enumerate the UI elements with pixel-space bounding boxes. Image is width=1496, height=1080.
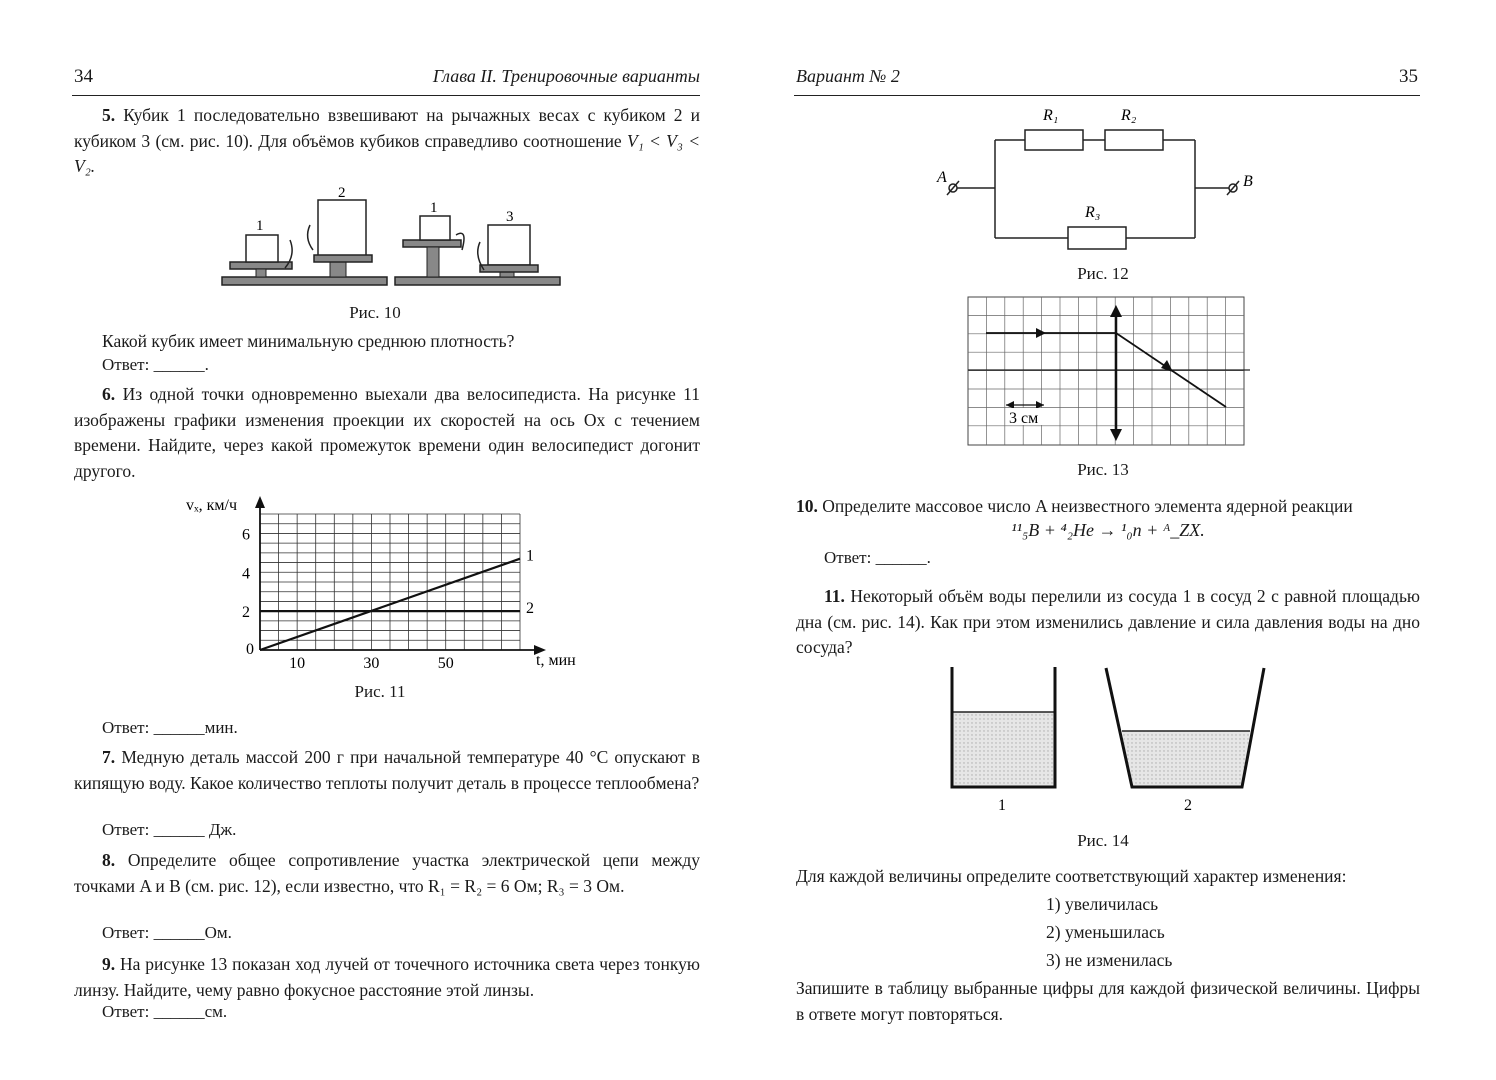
scale-base-2 (395, 277, 560, 285)
scale-arrow-left-icon (1006, 401, 1014, 409)
question-6-answer: Ответ: ______мин. (102, 718, 238, 737)
cube-label-1-a: 1 (256, 218, 264, 234)
resistor-r1 (1025, 130, 1083, 150)
ray-arrow-icon (1036, 328, 1046, 338)
scale-pan-left-1 (230, 262, 292, 269)
cube-label-1-b: 1 (430, 200, 438, 216)
label-r2: R₂ (1121, 107, 1137, 124)
question-11-number: 11. (824, 586, 845, 606)
question-5-question: Какой кубик имеет минимальную среднюю плотность? (102, 331, 515, 351)
scale-arrow-right-icon (1036, 401, 1044, 409)
question-9-number: 9. (102, 954, 116, 974)
question-8 (74, 848, 700, 899)
question-5-number: 5. (102, 105, 116, 125)
y-tick-label: 2 (242, 604, 250, 622)
question-8-answer: Ответ: ______Ом. (102, 923, 232, 942)
x-tick-label: 10 (289, 655, 306, 672)
vessel-label-1: 1 (998, 797, 1006, 814)
option-2: 2) уменьшилась (1046, 922, 1165, 942)
series-label-2: 2 (526, 600, 534, 618)
question-9-answer: Ответ: ______см. (102, 1002, 228, 1021)
question-10-text: Определите массовое число A неизвестного элемента ядерной реакции (822, 496, 1353, 516)
right-page (748, 0, 1496, 1080)
scale-pan-left-2 (403, 240, 461, 247)
y-axis-arrow-icon (255, 496, 265, 508)
question-6-number: 6. (102, 384, 116, 404)
figure-12-circuit (933, 100, 1263, 250)
chapter-header: Глава II. Тренировочные варианты (432, 66, 700, 86)
x-axis-label: t, мин (536, 652, 576, 669)
question-8-number: 8. (102, 850, 116, 870)
label-r1: R₁ (1043, 107, 1059, 124)
page-number-left: 34 (74, 66, 93, 87)
question-6 (74, 382, 700, 484)
figure-13-lens (968, 297, 1250, 447)
origin-label: 0 (246, 641, 254, 658)
figure-11-chart (180, 490, 600, 680)
question-10-reaction: ¹¹₅B + ⁴₂He → ¹₀n + ᴬ_ZX. (1011, 520, 1205, 540)
scale-post-left-1 (256, 269, 266, 277)
cube-1-a (246, 235, 278, 262)
figure-10-scales (210, 180, 590, 300)
scale-label: 3 см (1009, 410, 1039, 427)
header-rule-right (794, 95, 1420, 96)
question-6-text: Из одной точки одновременно выехали два велосипедиста. На рисунке 11 изображены графики изменения проекции их скоростей на ось Ox с течением времени. Найдите, через какой промежуток времени один велосипедист догонит другого. (74, 384, 700, 481)
header-rule-left (72, 95, 700, 96)
scale-base-1 (222, 277, 387, 285)
option-1: 1) увеличилась (1046, 894, 1159, 914)
figure-14-vessels (938, 665, 1278, 815)
question-10 (796, 494, 1420, 520)
question-8-text: Определите общее сопротивление участка электрической цепи между точками A и B (см. рис. 12), если известно, что R₁ = R₂ = 6 Ом; R₃ = 3 Ом. (74, 850, 700, 896)
water-vessel-2 (1122, 731, 1250, 787)
question-11 (796, 584, 1420, 661)
page-number-right: 35 (1399, 66, 1418, 87)
figure-10-caption: Рис. 10 (349, 303, 401, 322)
question-5 (74, 103, 700, 180)
question-7 (74, 745, 700, 796)
question-9 (74, 952, 700, 1003)
cube-2 (318, 200, 366, 260)
chart-grid (260, 514, 520, 650)
question-9-text: На рисунке 13 показан ход лучей от точечного источника света через тонкую линзу. Найдите, чему равно фокусное расстояние этой линзы. (74, 954, 700, 1000)
y-tick-label: 4 (242, 565, 250, 583)
figure-14-caption: Рис. 14 (1077, 831, 1129, 850)
question-7-number: 7. (102, 747, 116, 767)
label-r3: R₃ (1085, 204, 1101, 221)
x-tick-label: 30 (363, 655, 380, 672)
variant-header: Вариант № 2 (796, 66, 900, 86)
arrow-down-icon (308, 225, 313, 250)
y-tick-label: 6 (242, 526, 250, 544)
series-label-1: 1 (526, 547, 534, 565)
question-7-text: Медную деталь массой 200 г при начальной температуре 40 °С опускают в кипящую воду. Какое количество теплоты получит деталь в процессе теплообмена? (74, 747, 701, 793)
question-5-formula: V₁ < V₃ < V₂. (74, 130, 701, 176)
scale-pan-right-2 (480, 265, 538, 272)
label-b: B (1243, 173, 1253, 190)
question-7-answer: Ответ: ______ Дж. (102, 820, 237, 839)
lens-arrow-top-icon (1110, 305, 1122, 317)
cube-label-3: 3 (506, 209, 514, 225)
scale-post-left-2 (427, 247, 439, 277)
option-3: 3) не изменилась (1046, 950, 1173, 970)
resistor-r3 (1068, 227, 1126, 249)
question-10-number: 10. (796, 496, 818, 516)
resistor-r2 (1105, 130, 1163, 150)
cube-label-2: 2 (338, 185, 346, 201)
water-vessel-1 (952, 712, 1055, 787)
cube-3 (488, 225, 530, 265)
question-5-text: Кубик 1 последовательно взвешивают на рычажных весах с кубиком 2 и кубиком 3 (см. рис. 10). Для объёмов кубиков справедливо соотношение (74, 105, 701, 151)
figure-13-caption: Рис. 13 (1077, 460, 1129, 479)
question-11-footer: Запишите в таблицу выбранные цифры для каждой физической величины. Цифры в ответе могут повторяться. (796, 978, 1420, 1024)
cube-1-b (420, 216, 450, 240)
question-11-text: Некоторый объём воды перелили из сосуда 1 в сосуд 2 с равной площадью дна (см. рис. 14). Как при этом изменились давление и сила давления воды на дно сосуда? (796, 586, 1421, 657)
question-10-answer: Ответ: ______. (824, 548, 931, 567)
vessel-label-2: 2 (1184, 797, 1192, 814)
y-axis-label: vₓ, км/ч (186, 497, 238, 514)
label-a: A (937, 169, 947, 186)
question-5-answer: Ответ: ______. (102, 355, 209, 374)
figure-12-caption: Рис. 12 (1077, 264, 1129, 283)
lens-arrow-bottom-icon (1110, 429, 1122, 441)
question-11-instruction: Для каждой величины определите соответствующий характер изменения: (796, 866, 1347, 886)
figure-11-caption: Рис. 11 (354, 682, 406, 701)
scale-pan-right-1 (314, 255, 372, 262)
x-tick-label: 50 (437, 655, 454, 672)
